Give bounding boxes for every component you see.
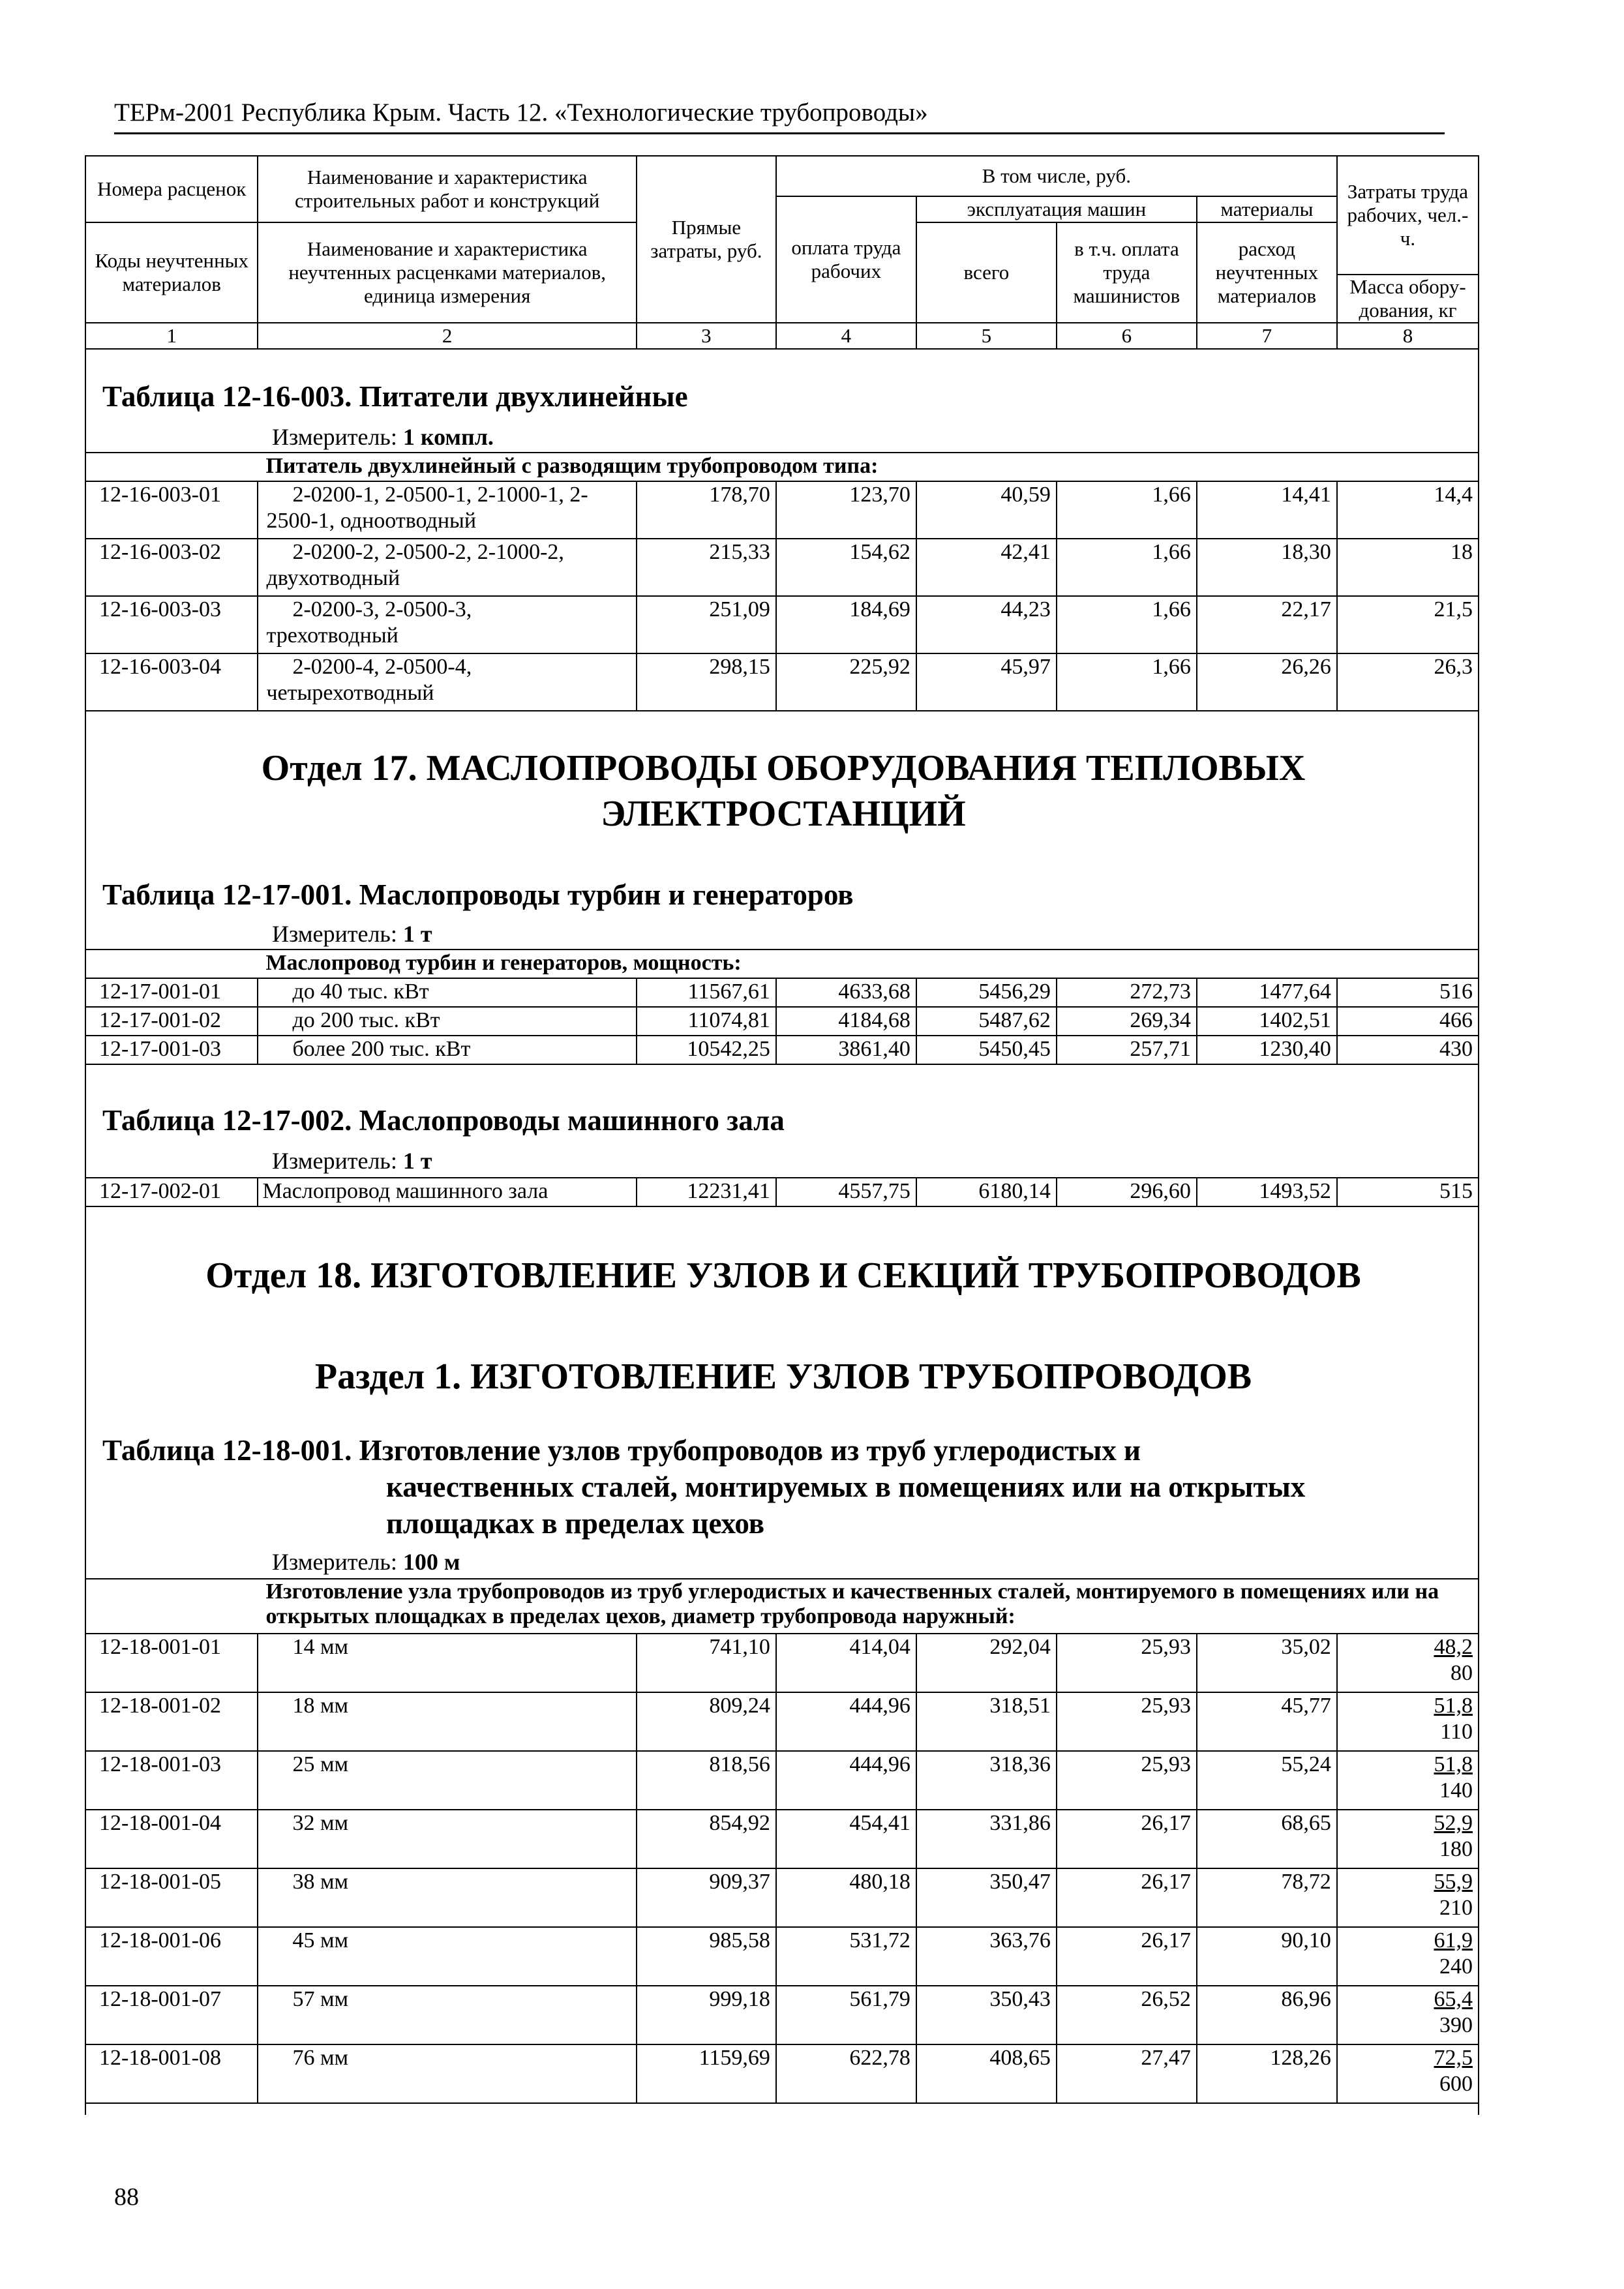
header-equipment-mass: Масса обору-дования, кг	[1337, 275, 1479, 323]
labor-and-mass: $\frac{51,8}{110}$	[1337, 1692, 1479, 1751]
rate-code: 12-16-003-04	[85, 653, 258, 711]
header-materials: материалы	[1197, 196, 1337, 222]
department-17-line2: ЭЛЕКТРОСТАНЦИЙ	[601, 794, 966, 834]
machine-total: 331,86	[916, 1810, 1057, 1868]
column-number: 5	[916, 323, 1057, 349]
table-row	[85, 596, 1479, 653]
direct-costs: 178,70	[637, 481, 776, 539]
direct-costs: 909,37	[637, 1868, 776, 1927]
running-header: ТЕРм-2001 Республика Крым. Часть 12. «Технологические трубопроводы»	[114, 98, 928, 127]
table-row	[85, 1634, 1479, 1692]
materials: 35,02	[1197, 1634, 1337, 1692]
table-row	[85, 1692, 1479, 1751]
labor-pay: 3861,40	[776, 1036, 916, 1064]
operators-pay: 27,47	[1057, 2044, 1197, 2103]
materials: 14,41	[1197, 481, 1337, 539]
column-header-table	[85, 155, 1479, 350]
operators-pay: 25,93	[1057, 1692, 1197, 1751]
rate-description: 2-0200-4, 2-0500-4, четырехотводный	[258, 653, 636, 711]
rate-description: 2-0200-3, 2-0500-3, трехотводный	[258, 596, 636, 653]
table-row	[85, 539, 1479, 596]
labor-and-mass: $\frac{48,2}{80}$	[1337, 1634, 1479, 1692]
materials: 86,96	[1197, 1986, 1337, 2044]
header-direct-costs: Прямые затраты, руб.	[637, 156, 776, 323]
operators-pay: 269,34	[1057, 1007, 1197, 1036]
rate-code: 12-18-001-06	[85, 1927, 258, 1986]
materials: 68,65	[1197, 1810, 1337, 1868]
rate-code: 12-16-003-01	[85, 481, 258, 539]
labor-pay: 4557,75	[776, 1178, 916, 1206]
table-row	[85, 1178, 1479, 1206]
direct-costs: 985,58	[637, 1927, 776, 1986]
labor-costs: 516	[1337, 978, 1479, 1007]
table-12-17-002-title: Таблица 12-17-002. Маслопроводы машинного зала	[102, 1104, 785, 1137]
group-heading: Маслопровод турбин и генераторов, мощность:	[258, 950, 1479, 978]
labor-and-mass: $\frac{52,9}{180}$	[1337, 1810, 1479, 1868]
group-heading: Питатель двухлинейный с разводящим трубопроводом типа:	[258, 453, 1479, 481]
department-17-line1: Отдел 17. МАСЛОПРОВОДЫ ОБОРУДОВАНИЯ ТЕПЛОВЫХ	[261, 748, 1306, 788]
table-row	[85, 1036, 1479, 1064]
rate-code: 12-18-001-05	[85, 1868, 258, 1927]
machine-total: 45,97	[916, 653, 1057, 711]
table-12-17-002-measure	[272, 1146, 432, 1175]
direct-costs: 10542,25	[637, 1036, 776, 1064]
rate-description: 2-0200-1, 2-0500-1, 2-1000-1, 2- 2500-1, одноотводный	[258, 481, 636, 539]
operators-pay: 1,66	[1057, 481, 1197, 539]
rate-code: 12-18-001-07	[85, 1986, 258, 2044]
labor-pay: 531,72	[776, 1927, 916, 1986]
table-12-17-001-title: Таблица 12-17-001. Маслопроводы турбин и генераторов	[102, 878, 854, 911]
measure-value: 100 м	[402, 1549, 460, 1575]
operators-pay: 296,60	[1057, 1178, 1197, 1206]
rate-description: 2-0200-2, 2-0500-2, 2-1000-2, двухотводный	[258, 539, 636, 596]
materials: 18,30	[1197, 539, 1337, 596]
table-row	[85, 481, 1479, 539]
labor-pay: 444,96	[776, 1751, 916, 1810]
header-unaccounted-names: Наименование и характеристика неучтенных расценками материалов, единица измерения	[258, 222, 636, 323]
labor-pay: 184,69	[776, 596, 916, 653]
measure-value: 1 компл.	[402, 424, 494, 450]
labor-pay: 154,62	[776, 539, 916, 596]
labor-pay: 480,18	[776, 1868, 916, 1927]
materials: 1477,64	[1197, 978, 1337, 1007]
labor-pay: 123,70	[776, 481, 916, 539]
rate-description: 57 мм	[258, 1986, 636, 2044]
department-17-heading	[86, 745, 1481, 837]
table-row	[85, 1986, 1479, 2044]
group-heading: Изготовление узла трубопроводов из труб углеродистых и качественных сталей, монтируемого в помещениях или на открытых площадках в пределах цехов, диаметр трубопровода наружный:	[258, 1579, 1479, 1634]
direct-costs: 12231,41	[637, 1178, 776, 1206]
table-12-17-001-measure	[272, 920, 432, 948]
materials: 45,77	[1197, 1692, 1337, 1751]
labor-and-mass: $\frac{55,9}{210}$	[1337, 1868, 1479, 1927]
materials: 1230,40	[1197, 1036, 1337, 1064]
rate-description: 45 мм	[258, 1927, 636, 1986]
rate-code: 12-18-001-03	[85, 1751, 258, 1810]
column-number: 4	[776, 323, 916, 349]
direct-costs: 215,33	[637, 539, 776, 596]
title-line: качественных сталей, монтируемых в помещениях или на открытых	[386, 1471, 1306, 1503]
materials: 1402,51	[1197, 1007, 1337, 1036]
column-number: 6	[1057, 323, 1197, 349]
machine-total: 40,59	[916, 481, 1057, 539]
header-machine-total: всего	[916, 222, 1057, 323]
header-rate-numbers: Номера расценок	[85, 156, 258, 222]
measure-value: 1 т	[402, 921, 432, 947]
rate-code: 12-18-001-08	[85, 2044, 258, 2103]
direct-costs: 854,92	[637, 1810, 776, 1868]
rate-code: 12-17-001-02	[85, 1007, 258, 1036]
direct-costs: 999,18	[637, 1986, 776, 2044]
measure-label: Измеритель:	[272, 424, 397, 450]
section-1-heading: Раздел 1. ИЗГОТОВЛЕНИЕ УЗЛОВ ТРУБОПРОВОДОВ	[314, 1356, 1252, 1397]
machine-total: 5450,45	[916, 1036, 1057, 1064]
title-line: площадках в пределах цехов	[386, 1507, 765, 1540]
table-row	[85, 1868, 1479, 1927]
operators-pay: 257,71	[1057, 1036, 1197, 1064]
labor-pay: 4633,68	[776, 978, 916, 1007]
direct-costs: 818,56	[637, 1751, 776, 1810]
rate-description: 32 мм	[258, 1810, 636, 1868]
table-row	[85, 1810, 1479, 1868]
direct-costs: 809,24	[637, 1692, 776, 1751]
rate-description: 18 мм	[258, 1692, 636, 1751]
measure-value: 1 т	[402, 1148, 432, 1174]
rate-code: 12-16-003-02	[85, 539, 258, 596]
table-row	[85, 653, 1479, 711]
labor-pay: 225,92	[776, 653, 916, 711]
machine-total: 318,51	[916, 1692, 1057, 1751]
operators-pay: 1,66	[1057, 653, 1197, 711]
column-number: 8	[1337, 323, 1479, 349]
labor-pay: 414,04	[776, 1634, 916, 1692]
materials: 26,26	[1197, 653, 1337, 711]
operators-pay: 26,17	[1057, 1810, 1197, 1868]
rate-code: 12-17-001-01	[85, 978, 258, 1007]
operators-pay: 25,93	[1057, 1751, 1197, 1810]
rate-description: Маслопровод машинного зала	[258, 1178, 636, 1206]
machine-total: 42,41	[916, 539, 1057, 596]
measure-label: Измеритель:	[272, 1549, 397, 1575]
materials: 128,26	[1197, 2044, 1337, 2103]
labor-costs: 466	[1337, 1007, 1479, 1036]
machine-total: 44,23	[916, 596, 1057, 653]
labor-pay: 4184,68	[776, 1007, 916, 1036]
table-12-18-001	[85, 1578, 1479, 2104]
department-18-heading: Отдел 18. ИЗГОТОВЛЕНИЕ УЗЛОВ И СЕКЦИЙ ТРУБОПРОВОДОВ	[205, 1255, 1361, 1296]
labor-and-mass: $\frac{51,8}{140}$	[1337, 1751, 1479, 1810]
measure-label: Измеритель:	[272, 1148, 397, 1174]
machine-total: 350,47	[916, 1868, 1057, 1927]
rate-description: до 200 тыс. кВт	[258, 1007, 636, 1036]
labor-pay: 622,78	[776, 2044, 916, 2103]
header-rule	[114, 132, 1445, 134]
operators-pay: 26,52	[1057, 1986, 1197, 2044]
operators-pay: 25,93	[1057, 1634, 1197, 1692]
table-12-16-003-title: Таблица 12-16-003. Питатели двухлинейные	[102, 380, 688, 413]
labor-pay: 444,96	[776, 1692, 916, 1751]
rate-description: до 40 тыс. кВт	[258, 978, 636, 1007]
machine-total: 363,76	[916, 1927, 1057, 1986]
header-in-total: В том числе, руб.	[776, 156, 1337, 196]
rate-description: 14 мм	[258, 1634, 636, 1692]
rate-description: более 200 тыс. кВт	[258, 1036, 636, 1064]
direct-costs: 251,09	[637, 596, 776, 653]
operators-pay: 26,17	[1057, 1927, 1197, 1986]
labor-costs: 430	[1337, 1036, 1479, 1064]
rate-code: 12-18-001-01	[85, 1634, 258, 1692]
machine-total: 5487,62	[916, 1007, 1057, 1036]
labor-costs: 14,4	[1337, 481, 1479, 539]
direct-costs: 741,10	[637, 1634, 776, 1692]
labor-costs: 26,3	[1337, 653, 1479, 711]
table-12-16-003	[85, 452, 1479, 711]
machine-total: 318,36	[916, 1751, 1057, 1810]
header-labor-costs: Затраты труда рабочих, чел.-ч.	[1337, 156, 1479, 275]
page-number: 88	[114, 2183, 139, 2211]
header-unaccounted-codes: Коды неучтенных материалов	[85, 222, 258, 323]
rate-code: 12-16-003-03	[85, 596, 258, 653]
labor-costs: 515	[1337, 1178, 1479, 1206]
labor-costs: 18	[1337, 539, 1479, 596]
machine-total: 6180,14	[916, 1178, 1057, 1206]
table-row	[85, 2044, 1479, 2103]
materials: 55,24	[1197, 1751, 1337, 1810]
labor-costs: 21,5	[1337, 596, 1479, 653]
direct-costs: 298,15	[637, 653, 776, 711]
measure-label: Измеритель:	[272, 921, 397, 947]
labor-and-mass: $\frac{65,4}{390}$	[1337, 1986, 1479, 2044]
header-operators-pay: в т.ч. оплата труда машинистов	[1057, 222, 1197, 323]
direct-costs: 11074,81	[637, 1007, 776, 1036]
rate-description: 76 мм	[258, 2044, 636, 2103]
labor-and-mass: $\frac{72,5}{600}$	[1337, 2044, 1479, 2103]
table-12-17-001	[85, 949, 1479, 1065]
direct-costs: 11567,61	[637, 978, 776, 1007]
rate-code: 12-17-001-03	[85, 1036, 258, 1064]
labor-and-mass: $\frac{61,9}{240}$	[1337, 1927, 1479, 1986]
machine-total: 292,04	[916, 1634, 1057, 1692]
column-number: 2	[258, 323, 636, 349]
operators-pay: 1,66	[1057, 539, 1197, 596]
table-row	[85, 1927, 1479, 1986]
rate-code: 12-18-001-02	[85, 1692, 258, 1751]
operators-pay: 1,66	[1057, 596, 1197, 653]
materials: 90,10	[1197, 1927, 1337, 1986]
operators-pay: 272,73	[1057, 978, 1197, 1007]
column-number: 7	[1197, 323, 1337, 349]
operators-pay: 26,17	[1057, 1868, 1197, 1927]
table-12-18-001-title	[102, 1432, 1305, 1542]
machine-total: 5456,29	[916, 978, 1057, 1007]
materials: 22,17	[1197, 596, 1337, 653]
machine-total: 408,65	[916, 2044, 1057, 2103]
column-number: 1	[85, 323, 258, 349]
document-body	[85, 155, 1479, 2115]
rate-code: 12-18-001-04	[85, 1810, 258, 1868]
column-number: 3	[637, 323, 776, 349]
table-12-18-001-measure	[272, 1548, 460, 1576]
header-work-name: Наименование и характеристика строительных работ и конструкций	[258, 156, 636, 222]
rate-code: 12-17-002-01	[85, 1178, 258, 1206]
labor-pay: 454,41	[776, 1810, 916, 1868]
table-12-16-003-measure	[272, 423, 494, 451]
title-line: Таблица 12-18-001. Изготовление узлов трубопроводов из труб углеродистых и	[102, 1434, 1141, 1467]
labor-pay: 561,79	[776, 1986, 916, 2044]
rate-description: 38 мм	[258, 1868, 636, 1927]
rate-description: 25 мм	[258, 1751, 636, 1810]
table-row	[85, 978, 1479, 1007]
header-labor-pay: оплата труда рабочих	[776, 196, 916, 323]
header-unaccounted-materials: расход неучтенных материалов	[1197, 222, 1337, 323]
table-row	[85, 1751, 1479, 1810]
direct-costs: 1159,69	[637, 2044, 776, 2103]
materials: 1493,52	[1197, 1178, 1337, 1206]
table-12-17-002	[85, 1177, 1479, 1207]
materials: 78,72	[1197, 1868, 1337, 1927]
machine-total: 350,43	[916, 1986, 1057, 2044]
table-row	[85, 1007, 1479, 1036]
header-machine-ops: эксплуатация машин	[916, 196, 1197, 222]
